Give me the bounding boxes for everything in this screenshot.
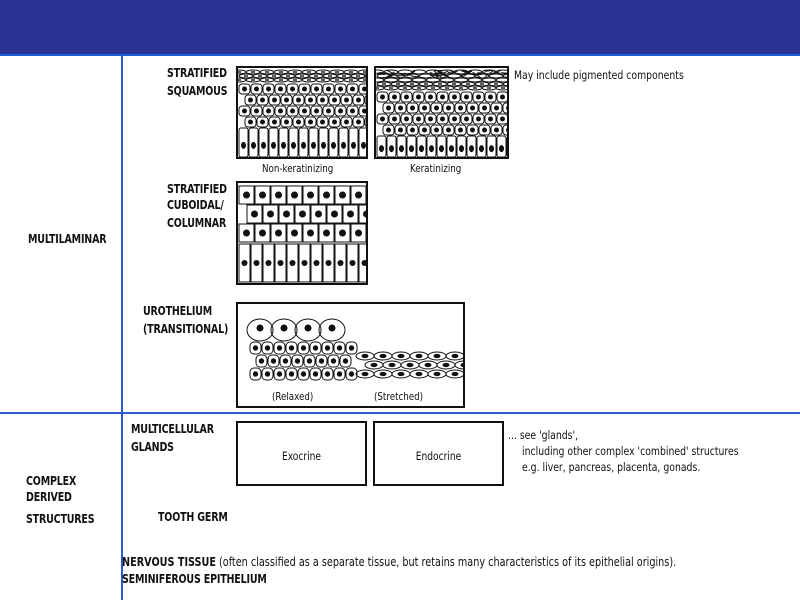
cell-nucleus [267,87,271,91]
cell-nucleus [327,109,331,113]
pigment-note: May include pigmented components [514,68,684,82]
cuboidal-nucleus [244,192,250,198]
cell-nucleus [393,117,397,121]
cuboidal-nucleus [268,211,274,217]
cell-nucleus [285,98,289,102]
cell-nucleus [267,109,271,113]
cuboidal-nucleus [300,211,306,217]
cell-nucleus [339,87,343,91]
cell-nucleus [309,120,313,124]
cell-nucleus [501,117,505,121]
basal-nucleus [500,146,504,152]
cell-nucleus [255,87,259,91]
columnar-nucleus [266,261,271,266]
cell-nucleus [447,128,451,132]
flat-cell [376,78,384,82]
basal-nucleus [420,146,424,152]
basal-nucleus [302,142,306,148]
relaxed-nucleus [265,372,269,376]
flat-cell [454,78,468,82]
basal-nucleus [252,142,256,148]
nervous-tissue-label: NERVOUS TISSUE [122,554,216,569]
stretched-nucleus [434,372,440,375]
non-keratinizing-caption: Non-keratinizing [262,162,334,175]
cell-nucleus [315,109,319,113]
umbrella-nucleus [329,325,335,331]
cell-nucleus [411,106,415,110]
glands-label-1: MULTICELLULAR [131,422,214,436]
stretched-nucleus [452,354,458,357]
cell-nucleus [279,109,283,113]
cell-nucleus [435,128,439,132]
urothelium-cells [247,319,463,380]
relaxed-nucleus [349,372,353,376]
cell-nucleus [465,95,469,99]
stretched-nucleus [407,363,413,366]
umbrella-nucleus [305,325,311,331]
complex-label-1: COMPLEX [26,474,77,488]
basal-nucleus [272,142,276,148]
relaxed-nucleus [277,346,281,350]
basal-nucleus [380,146,384,152]
flat-cell [384,78,398,82]
cell-nucleus [321,120,325,124]
basal-nucleus [282,142,286,148]
columnar-nucleus [314,261,319,266]
squamous-cells [376,70,507,157]
relaxed-nucleus [325,372,329,376]
cuboidal-nucleus [260,230,266,236]
squamous-cells [238,70,366,157]
cell-nucleus [297,120,301,124]
columnar-nucleus [338,261,343,266]
cell-nucleus [453,95,457,99]
complex-label-2: DERIVED [26,490,72,504]
cuboidal-nucleus [276,192,282,198]
relaxed-nucleus [283,359,287,363]
cuboidal-columnar-diagram [236,181,368,285]
cell-nucleus [477,95,481,99]
cell-nucleus [249,120,253,124]
relaxed-nucleus [349,346,353,350]
cell-nucleus [399,128,403,132]
basal-nucleus [352,142,356,148]
basal-nucleus [262,142,266,148]
cell-nucleus [393,95,397,99]
cell-nucleus [291,109,295,113]
nervous-tissue-line [122,554,676,569]
relaxed-nucleus [289,346,293,350]
basal-nucleus [322,142,326,148]
cuboidal-nucleus [292,230,298,236]
header-rule [0,54,800,56]
stretched-nucleus [461,363,463,366]
cell-nucleus [423,106,427,110]
relaxed-nucleus [289,372,293,376]
stretched-nucleus [380,372,386,375]
relaxed-nucleus [337,346,341,350]
cell-nucleus [291,87,295,91]
cell-nucleus [249,98,253,102]
relaxed-nucleus [313,372,317,376]
flat-cell [419,74,433,78]
relaxed-nucleus [271,359,275,363]
columnar-nucleus [362,261,366,266]
flat-cell [496,78,507,82]
relaxed-nucleus [337,372,341,376]
flat-cell [398,78,412,82]
cell-nucleus [453,117,457,121]
columnar-nucleus [302,261,307,266]
cuboidal-cells [239,186,366,282]
cell-nucleus [477,117,481,121]
cell-nucleus [417,117,421,121]
cell-nucleus [423,128,427,132]
cell-nucleus [357,98,361,102]
cell-nucleus [261,98,265,102]
cuboidal-nucleus [292,192,298,198]
cell-nucleus [351,109,355,113]
urothelium-label-1: UROTHELIUM [143,304,213,318]
basal-nucleus [470,146,474,152]
relaxed-nucleus [307,359,311,363]
cell-nucleus [273,120,277,124]
keratin-stroke [462,71,470,72]
basal-nucleus [362,142,366,148]
cuboidal-nucleus [244,230,250,236]
cell-nucleus [441,117,445,121]
glands-note-2: including other complex 'combined' structures [522,444,739,458]
cell-nucleus [345,98,349,102]
relaxed-caption: (Relaxed) [272,390,314,403]
cell-nucleus [303,87,307,91]
umbrella-nucleus [257,325,263,331]
cell-nucleus [405,117,409,121]
stretched-nucleus [380,354,386,357]
cuboidal-nucleus [252,211,258,217]
basal-nucleus [242,142,246,148]
cuboidal-nucleus [356,192,362,198]
stretched-nucleus [371,363,377,366]
relaxed-nucleus [343,359,347,363]
glands-note-1: ... see 'glands', [508,428,579,442]
keratin-stroke [501,73,507,74]
cuboidal-nucleus [260,192,266,198]
basal-nucleus [312,142,316,148]
relaxed-nucleus [313,346,317,350]
cell-nucleus [495,128,499,132]
cell-nucleus [351,87,355,91]
cuboidal-nucleus [348,211,354,217]
columnar-nucleus [242,261,247,266]
vertical-divider [121,56,123,600]
cell-nucleus [243,87,247,91]
glands-label-2: GLANDS [131,440,174,454]
cell-nucleus [411,128,415,132]
cell-nucleus [489,117,493,121]
stretched-nucleus [362,354,368,357]
columnar-nucleus [326,261,331,266]
basal-nucleus [292,142,296,148]
cell-nucleus [447,106,451,110]
cell-nucleus [435,106,439,110]
cell-nucleus [285,120,289,124]
cuboidal-nucleus [284,211,290,217]
cuboidal-nucleus [364,211,367,217]
cell-nucleus [381,117,385,121]
cuboidal-nucleus [340,230,346,236]
cell-nucleus [333,120,337,124]
polygonal-cell [365,117,366,127]
cell-nucleus [273,98,277,102]
stretched-caption: (Stretched) [374,390,424,403]
cell-nucleus [321,98,325,102]
stretched-nucleus [452,372,458,375]
cell-nucleus [441,95,445,99]
cell-nucleus [471,128,475,132]
tooth-germ-label: TOOTH GERM [158,510,228,524]
cell-nucleus [297,98,301,102]
multilaminar-label: MULTILAMINAR [28,232,107,246]
cuboidal-nucleus [332,211,338,217]
relaxed-nucleus [277,372,281,376]
flat-cell [365,74,366,78]
relaxed-nucleus [301,372,305,376]
cell-nucleus [399,106,403,110]
cuboidal-nucleus [316,211,322,217]
relaxed-nucleus [331,359,335,363]
cell-nucleus [339,109,343,113]
relaxed-nucleus [301,346,305,350]
cell-nucleus [483,128,487,132]
seminiferous-label: SEMINIFEROUS EPITHELIUM [122,572,267,586]
keratin-stroke [503,77,507,78]
endocrine-box [373,421,504,486]
basal-nucleus [460,146,464,152]
keratinizing-caption: Keratinizing [410,162,462,175]
cell-nucleus [261,120,265,124]
stretched-nucleus [398,372,404,375]
stretched-nucleus [443,363,449,366]
stratified-cuboidal-label-1: STRATIFIED [167,182,227,196]
keratin-stroke [474,74,482,75]
relaxed-nucleus [253,372,257,376]
cuboidal-nucleus [308,230,314,236]
flat-cell [412,78,426,82]
urothelium-diagram [236,302,465,408]
cell-nucleus [483,106,487,110]
basal-nucleus [490,146,494,152]
keratin-stroke [411,76,419,77]
cell-nucleus [417,95,421,99]
stretched-nucleus [398,354,404,357]
cell-nucleus [309,98,313,102]
basal-nucleus [390,146,394,152]
relaxed-nucleus [253,346,257,350]
keratinizing-diagram [374,66,509,159]
umbrella-nucleus [281,325,287,331]
cell-nucleus [363,87,367,91]
relaxed-nucleus [265,346,269,350]
stretched-nucleus [362,372,368,375]
cell-nucleus [459,128,463,132]
cell-nucleus [429,117,433,121]
cuboidal-nucleus [340,192,346,198]
cell-nucleus [387,106,391,110]
stratified-cuboidal-label-2: CUBOIDAL/ [167,198,224,212]
stretched-nucleus [434,354,440,357]
stratified-cuboidal-label-3: COLUMNAR [167,216,227,230]
polygonal-cell [365,95,366,105]
cell-nucleus [315,87,319,91]
flat-cell [503,82,507,86]
relaxed-nucleus [319,359,323,363]
basal-nucleus [440,146,444,152]
cell-nucleus [255,109,259,113]
cell-nucleus [471,106,475,110]
stratified-squamous-label-2: SQUAMOUS [167,84,228,98]
cell-nucleus [243,109,247,113]
flat-cell [489,74,503,78]
cell-nucleus [495,106,499,110]
cell-nucleus [345,120,349,124]
relaxed-nucleus [259,359,263,363]
cell-nucleus [279,87,283,91]
cuboidal-nucleus [324,192,330,198]
columnar-nucleus [254,261,259,266]
flat-cell [482,78,496,82]
non-keratinizing-diagram [236,66,368,159]
nervous-tissue-description: (often classified as a separate tissue, but retains many characteristics of its epithelial origins). [215,554,677,569]
cell-nucleus [459,106,463,110]
flat-cell [426,78,440,82]
urothelium-label-2: (TRANSITIONAL) [143,322,229,336]
cell-nucleus [405,95,409,99]
columnar-nucleus [290,261,295,266]
cell-nucleus [357,120,361,124]
basal-nucleus [400,146,404,152]
basal-nucleus [450,146,454,152]
cuboidal-nucleus [324,230,330,236]
flat-cell [468,78,482,82]
cuboidal-nucleus [308,192,314,198]
columnar-nucleus [278,261,283,266]
endocrine-label: Endocrine [415,449,462,463]
stratified-squamous-label-1: STRATIFIED [167,66,227,80]
relaxed-nucleus [325,346,329,350]
cell-nucleus [327,87,331,91]
cell-nucleus [429,95,433,99]
basal-nucleus [342,142,346,148]
relaxed-nucleus [295,359,299,363]
cell-nucleus [465,117,469,121]
cell-nucleus [381,95,385,99]
exocrine-label: Exocrine [281,449,322,463]
cuboidal-nucleus [276,230,282,236]
stretched-nucleus [416,354,422,357]
basal-nucleus [430,146,434,152]
cuboidal-nucleus [356,230,362,236]
cell-nucleus [507,128,508,132]
stretched-nucleus [425,363,431,366]
horizontal-divider [0,412,800,414]
cell-nucleus [363,109,367,113]
exocrine-box [236,421,367,486]
basal-nucleus [332,142,336,148]
basal-nucleus [480,146,484,152]
cell-nucleus [387,128,391,132]
cell-nucleus [489,95,493,99]
flat-cell [440,78,454,82]
stretched-nucleus [416,372,422,375]
glands-note-3: e.g. liver, pancreas, placenta, gonads. [522,460,701,474]
stretched-nucleus [389,363,395,366]
header-band [0,0,800,54]
cell-nucleus [501,95,505,99]
basal-nucleus [410,146,414,152]
cell-nucleus [333,98,337,102]
cell-nucleus [507,106,508,110]
columnar-nucleus [350,261,355,266]
cell-nucleus [303,109,307,113]
complex-label-3: STRUCTURES [26,512,95,526]
